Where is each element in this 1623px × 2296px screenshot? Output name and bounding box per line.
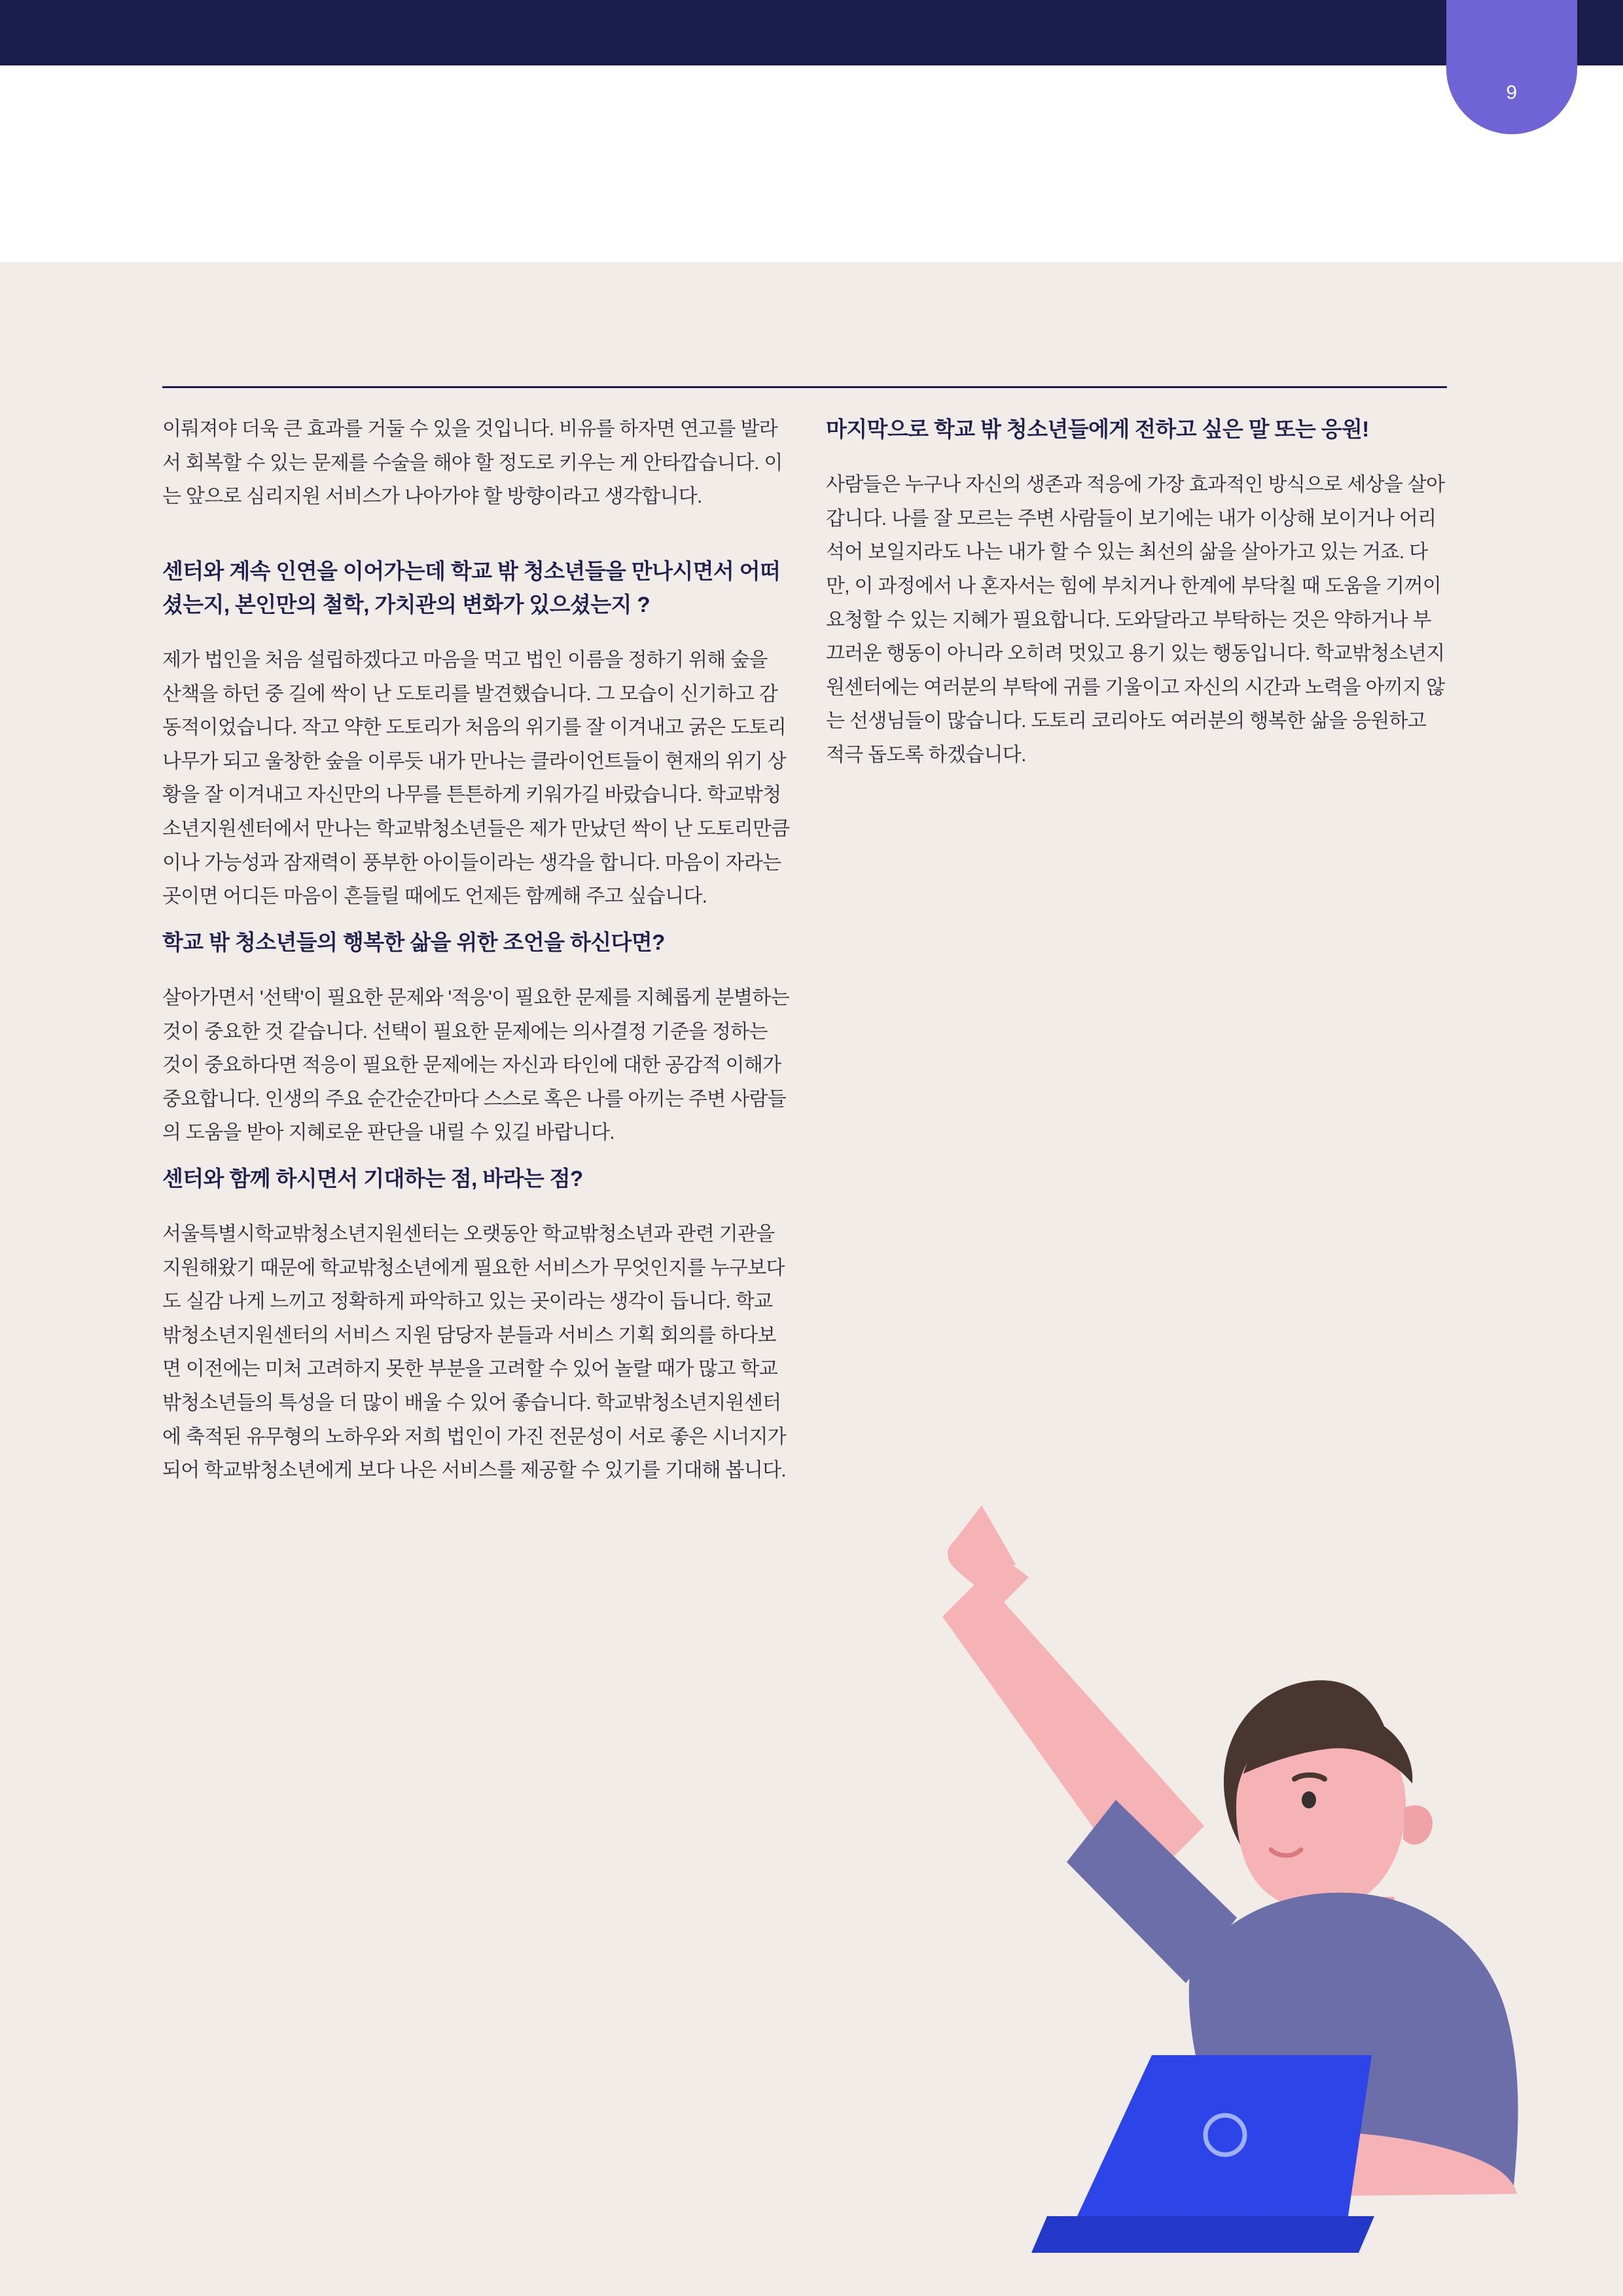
question-heading-2: 학교 밖 청소년들의 행복한 삶을 위한 조언을 하신다면? bbox=[162, 929, 665, 954]
answer-paragraph-1: 제가 법인을 처음 설립하겠다고 마음을 먹고 법인 이름을 정하기 위해 숲을 산책을 하던 중 길에 싹이 난 도토리를 발견했습니다. 그 모습이 신기하고 감동적이었습니다. 작고 약한 도토리가 처음의 위기를 잘 이겨내고 굵은 도토리 나무가 되고 울창한 숲을 이루듯 내가 만나는 클라이언트들이 현재의 위기 상황을 잘 이겨내고 자신만의 나무를 튼튼하게 키워가길 바랐습니다. 학교밖청소년지원센터에서 만나는 학교밖청소년들은 제가 만났던 싹이 난 도토리만큼이나 가능성과 잠재력이 풍부한 아이들이라는 생각을 합니다. 마음이 자라는 곳이면 어디든 마음이 흔들릴 때에도 언제든 함께해 주고 싶습니다. bbox=[162, 649, 790, 908]
page-number: 9 bbox=[1506, 82, 1518, 103]
page-header-band bbox=[0, 0, 1623, 262]
question-heading-4: 마지막으로 학교 밖 청소년들에게 전하고 싶은 말 또는 응원! bbox=[826, 417, 1369, 441]
intro-paragraph: 이뤄져야 더욱 큰 효과를 거둘 수 있을 것입니다. 비유를 하자면 연고를 발라서 회복할 수 있는 문제를 수술을 해야 할 정도로 키우는 게 안타깝습니다. 이는 앞으로 심리지원 서비스가 나아가야 할 방향이라고 생각합니다. bbox=[162, 418, 783, 508]
question-heading-1: 센터와 계속 인연을 이어가는데 학교 밖 청소년들을 만나시면서 어떠셨는지, 본인만의 철학, 가치관의 변화가 있으셨는지 ? bbox=[162, 558, 781, 617]
right-column bbox=[826, 412, 1448, 783]
page-content bbox=[0, 262, 1623, 2296]
left-column bbox=[162, 412, 791, 1499]
answer-paragraph-4: 사람들은 누구나 자신의 생존과 적응에 가장 효과적인 방식으로 세상을 살아갑니다. 나를 잘 모르는 주변 사람들이 보기에는 내가 이상해 보이거나 어리석어 보일지라도 나는 내가 할 수 있는 최선의 삶을 살아가고 있는 거죠. 다만, 이 과정에서 나 혼자서는 힘에 부치거나 한계에 부닥칠 때 도움을 기꺼이 요청할 수 있는 지혜가 필요합니다. 도와달라고 부탁하는 것은 약하거나 부끄러운 행동이 아니라 오히려 멋있고 용기 있는 행동입니다. 학교밖청소년지원센터에는 여러분의 부탁에 귀를 기울이고 자신의 시간과 노력을 아끼지 않는 선생님들이 많습니다. 도토리 코리아도 여러분의 행복한 삶을 응원하고 적극 돕도록 하겠습니다. bbox=[826, 474, 1445, 766]
header-navy-bar bbox=[0, 0, 1623, 65]
qa-block-3 bbox=[162, 1162, 791, 1488]
qa-block-2 bbox=[162, 925, 791, 1150]
person-pointing-with-laptop-illustration bbox=[785, 1486, 1590, 2291]
qa-block-4 bbox=[826, 412, 1448, 772]
answer-paragraph-2: 살아가면서 '선택'이 필요한 문제와 '적응'이 필요한 문제를 지혜롭게 분별하는 것이 중요한 것 같습니다. 선택이 필요한 문제에는 의사결정 기준을 정하는 것이 중요하다면 적응이 필요한 문제에는 자신과 타인에 대한 공감적 이해가 중요합니다. 인생의 주요 순간순간마다 스스로 혹은 나를 아끼는 주변 사람들의 도움을 받아 지혜로운 판단을 내릴 수 있길 바랍니다. bbox=[162, 986, 789, 1144]
page-number-tab bbox=[1446, 0, 1577, 134]
qa-block-1 bbox=[162, 554, 791, 914]
content-divider-rule bbox=[162, 386, 1447, 388]
answer-paragraph-3: 서울특별시학교밖청소년지원센터는 오랫동안 학교밖청소년과 관련 기관을 지원해왔기 때문에 학교밖청소년에게 필요한 서비스가 무엇인지를 누구보다도 실감 나게 느끼고 정확하게 파악하고 있는 곳이라는 생각이 듭니다. 학교밖청소년지원센터의 서비스 지원 담당자 분들과 서비스 기획 회의를 하다보면 이전에는 미처 고려하지 못한 부분을 고려할 수 있어 놀랄 때가 많고 학교밖청소년들의 특성을 더 많이 배울 수 있어 좋습니다. 학교밖청소년지원센터에 축적된 유무형의 노하우와 저희 법인이 가진 전문성이 서로 좋은 시너지가 되어 학교밖청소년에게 보다 나은 서비스를 제공할 수 있기를 기대해 봅니다. bbox=[162, 1223, 787, 1482]
question-heading-3: 센터와 함께 하시면서 기대하는 점, 바라는 점? bbox=[162, 1166, 583, 1191]
